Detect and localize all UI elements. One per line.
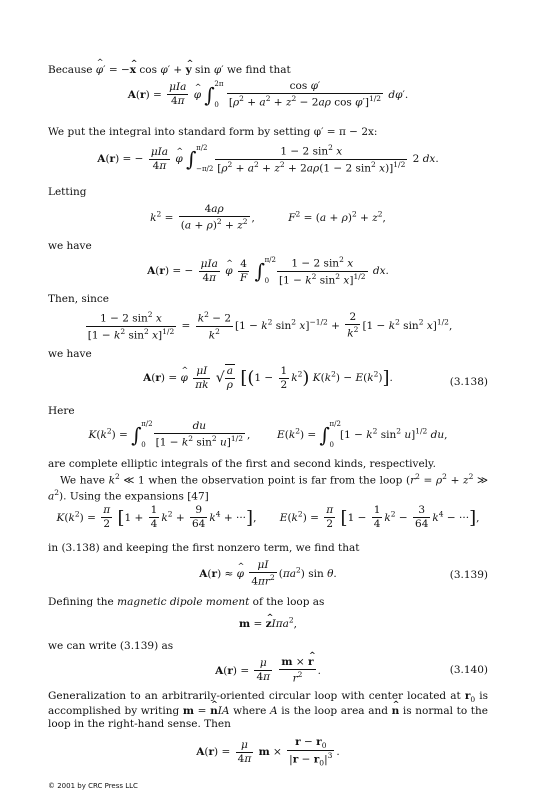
equation-5: $\frac{1 - 2 \sin^2 x}{[1 - k^2 \sin^2 x]^{1/2}}$ = $\frac{k^2 - 2}{k^2}$ [$1 - k^2$ $\sin^2 x]^{-1/2}$ + $\frac{2}{k^2}$ [$1 - k^2$ $\sin^2 x]^{1/2}$,: [87, 310, 453, 342]
paragraph-elliptic: are complete elliptic integrals of the first and second kinds, respectively.: [48, 458, 436, 470]
equation-3: $k^2$ = $\frac{4a\rho}{(a + \rho)^2 + z^2}$ , $F^2 = (a + \rho)^2 + z^2$,: [150, 203, 386, 232]
equation-9: A(r) ≈ ^ φ $\frac{\mu I}{4\pi r^2}$ $(\pi a^2)$ sin θ.: [48, 559, 488, 589]
paragraph-we-have-2: we have: [48, 348, 92, 360]
paragraph-generalization: Generalization to an arbitrarily-oriented circular loop with center located at $r_0$ is accomplished by writing m = ^ nIA where A is the loop area and ^ n is normal to the loop in the right-hand sense. Then: [48, 690, 488, 732]
paragraph-intro: Because ^ φ′ = −^ x cos φ′ + ^ y sin φ′ we find that: [48, 64, 291, 78]
paragraph-then-since: Then, since: [48, 293, 110, 305]
page: [48, 0, 488, 800]
equation-11: A(r) = $\frac{\mu}{4\pi}$ $\frac{m \times \^{} r}{r^2}$ .: [48, 656, 488, 686]
paragraph-letting: Letting: [48, 186, 87, 198]
paragraph-we-have-1: we have: [48, 240, 92, 252]
paragraph-dipole-moment: [48, 596, 324, 610]
equation-6: A(r) = ^ φ $\frac{\mu I}{\pi k}$ √ $\frac{a}{\rho}$ [(1 − $\frac{1}{2}$ $k^2$) $K(k^2) - E(k^2)$].: [48, 364, 488, 392]
equation-12: A(r) = $\frac{\mu}{4\pi}$ m × $\frac{r - r_0}{|r - r_0|^3}$ .: [196, 736, 340, 769]
paragraph-first-nonzero: in (3.138) and keeping the first nonzero term, we find that: [48, 542, 360, 554]
copyright-footer: © 2001 by CRC Press LLC: [48, 782, 138, 790]
equation-2: A(r) = − $\frac{\text{μIa}}{4\pi}$ ^ φ ∫ π/2 −π/2 $\frac{1 - 2 \sin^2 x}{[\rho^2 + a^2 + z^2 + 2a\rho(1 - 2 \sin^2 x)]^{1/2}}$ 2 dx.: [48, 143, 488, 175]
equation-number-3140: (3.140): [449, 664, 488, 676]
equation-number-3139: (3.139): [449, 569, 488, 581]
paragraph-here: Here: [48, 405, 75, 417]
dipole-prefix: Defining the: [48, 596, 118, 608]
equation-8: $K(k^2)$ = $\frac{\pi}{2}$ [1 + $\frac{1}{4}$ $k^2$ + $\frac{9}{64}$ $k^4$ + ···], $E(k^2)$ = $\frac{\pi}{2}$ [1 − $\frac{1}{4}$ $k^2$ − $\frac{3}{64}$ $k^4$ − ···],: [56, 504, 480, 531]
paragraph-write-as: we can write (3.139) as: [48, 640, 174, 652]
equation-7: $K(k^2)$ = ∫ π/2 0 $\frac{du}{[1 - k^2 \sin^2 u]^{1/2}}$ , $E(k^2)$ = ∫ π/2 0 [$1 - k^2$ $\sin^2 u]^{1/2}$ du,: [88, 419, 448, 449]
equation-4: A(r) = − $\frac{\text{μIa}}{4\pi}$ ^ φ $\frac{4}{F}$ ∫ π/2 0 $\frac{1 - 2 \sin^2 x}{[1 - k^2 \sin^2 x]^{1/2}}$ dx.: [48, 255, 488, 287]
paragraph-standard-form: We put the integral into standard form by setting φ′ = π − 2x:: [48, 126, 378, 138]
dipole-suffix: of the loop as: [249, 596, 325, 608]
paragraph-expansions: We have $k^2$ ≪ 1 when the observation point is far from the loop ($r^2 = \rho^2 + z^2$ ≫ $a^2$). Using the expansions [47]: [48, 472, 488, 503]
equation-1: A(r) = $\frac{\text{μIa}}{4\pi}$ ^ φ ∫ 2π 0 $\frac{\text{cos φ′}}{[\rho^2 + a^2 + z^2 - 2a\rho \cos \varphi']^{1/2}}$ dφ′.: [48, 80, 488, 110]
equation-number-3138: (3.138): [449, 376, 488, 388]
equation-10: m = ^ zIπa$^2$,: [48, 615, 488, 631]
dipole-term: magnetic dipole moment: [117, 596, 250, 608]
